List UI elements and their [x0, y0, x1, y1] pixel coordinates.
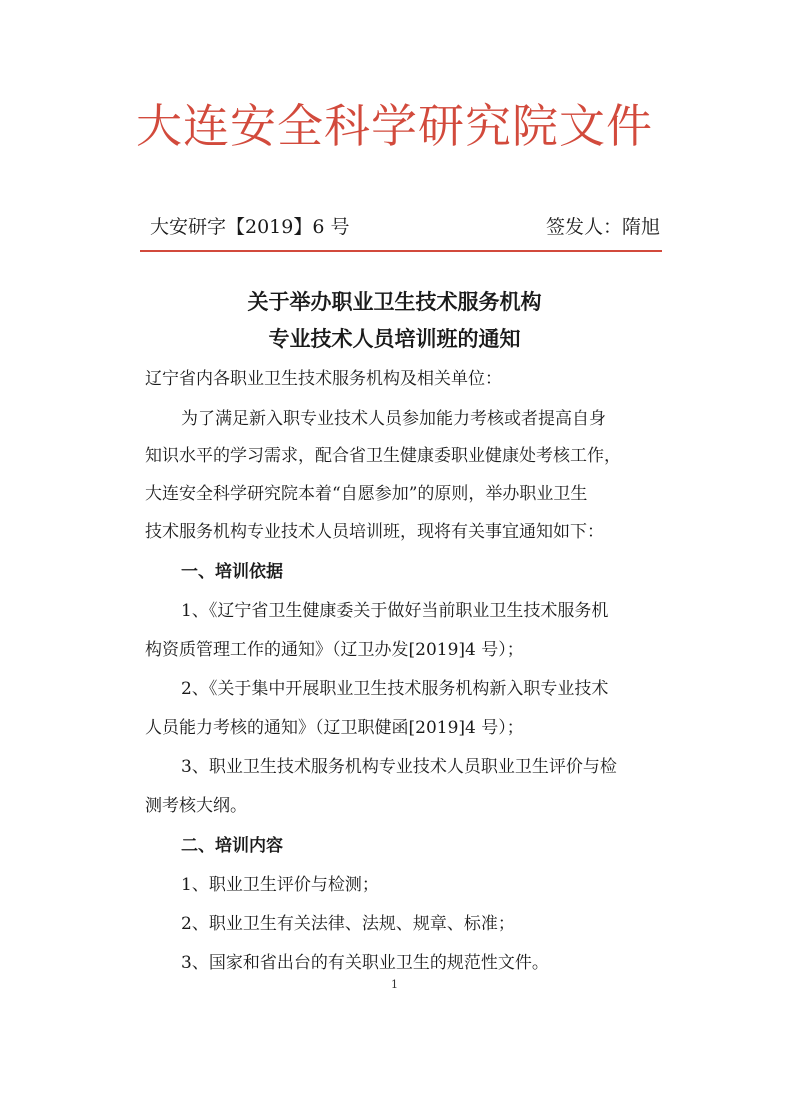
notice-title-line-1: 关于举办职业卫生技术服务机构 [247, 290, 542, 314]
content-item-3: 3、国家和省出台的有关职业卫生的规范性文件。 [181, 953, 549, 973]
basis-item-2-line-2: 人员能力考核的通知》（辽卫职健函[2019]4 号）； [145, 718, 524, 738]
document-issuer: 签发人：隋旭 [545, 216, 660, 238]
document-number: 大安研字【2019】6 号 [150, 216, 350, 238]
basis-item-1-line-1: 1、《辽宁省卫生健康委关于做好当前职业卫生技术服务机 [181, 601, 609, 621]
content-item-2: 2、职业卫生有关法律、法规、规章、标准； [181, 914, 515, 934]
red-header-rule [140, 250, 662, 252]
page-number: 1 [391, 978, 398, 991]
document-header-title: 大连安全科学研究院文件 [136, 99, 653, 153]
recipient-line: 辽宁省内各职业卫生技术服务机构及相关单位： [145, 369, 502, 389]
intro-line-1: 为了满足新入职专业技术人员参加能力考核或者提高自身 [181, 409, 606, 429]
section-2-heading: 二、培训内容 [181, 836, 283, 856]
basis-item-3-line-2: 测考核大纲。 [145, 796, 247, 816]
intro-line-4: 技术服务机构专业技术人员培训班，现将有关事宜通知如下： [145, 522, 604, 542]
basis-item-1-line-2: 构资质管理工作的通知》（辽卫办发[2019]4 号）； [145, 640, 524, 660]
intro-line-3: 大连安全科学研究院本着“自愿参加”的原则，举办职业卫生 [145, 484, 588, 504]
basis-item-2-line-1: 2、《关于集中开展职业卫生技术服务机构新入职专业技术 [181, 679, 609, 699]
section-1-heading: 一、培训依据 [181, 562, 283, 582]
intro-line-2: 知识水平的学习需求，配合省卫生健康委职业健康处考核工作， [145, 446, 621, 466]
document-meta-row [150, 212, 660, 242]
basis-item-3-line-1: 3、职业卫生技术服务机构专业技术人员职业卫生评价与检 [181, 757, 617, 777]
content-item-1: 1、职业卫生评价与检测； [181, 875, 379, 895]
notice-title-line-2: 专业技术人员培训班的通知 [268, 327, 521, 351]
